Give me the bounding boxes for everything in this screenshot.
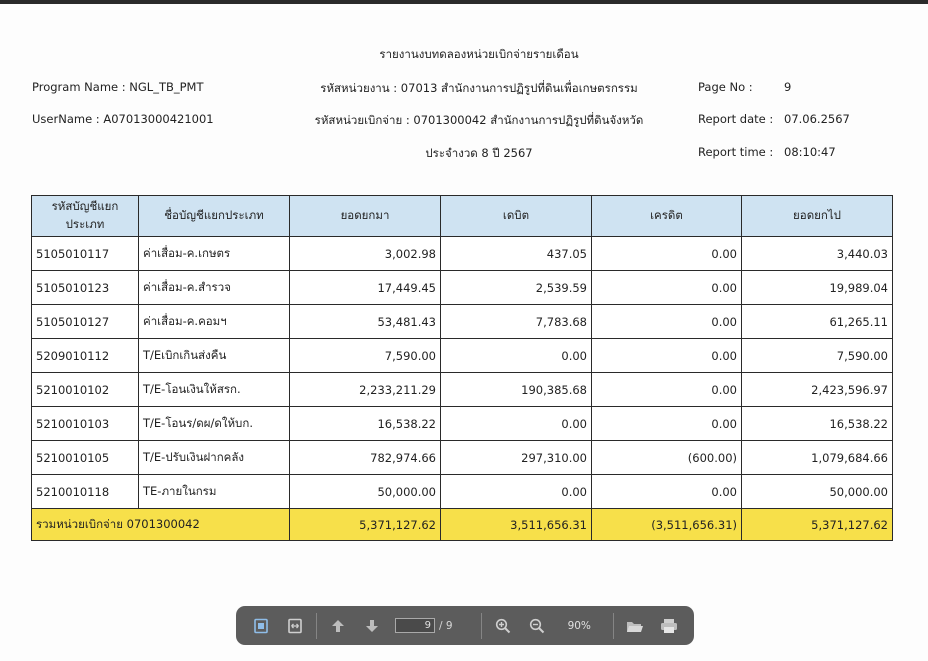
account-code: 5105010127: [32, 305, 139, 339]
table-row: [32, 475, 893, 509]
carried-forward: 7,590.00: [742, 339, 893, 373]
page-no-label: Page No :: [698, 80, 753, 94]
col-header-brought-forward: ยอดยกมา: [290, 196, 441, 237]
account-name: ค่าเสื่อม-ค.เกษตร: [139, 237, 290, 271]
account-name: T/E-ปรับเงินฝากคลัง: [139, 441, 290, 475]
account-name: T/Eเบิกเกินส่งคืน: [139, 339, 290, 373]
report-period: ประจำงวด 8 ปี 2567: [425, 146, 533, 160]
fit-width-button[interactable]: [284, 615, 306, 637]
zoom-level[interactable]: 90%: [567, 619, 591, 632]
carried-forward: 19,989.04: [742, 271, 893, 305]
fit-page-button[interactable]: [250, 615, 272, 637]
fit-width-icon: [287, 618, 303, 634]
account-name: ค่าเสื่อม-ค.สำรวจ: [139, 271, 290, 305]
debit: 190,385.68: [441, 373, 592, 407]
open-folder-icon: [626, 618, 644, 634]
zoom-out-icon: [529, 618, 545, 634]
table-row: [32, 237, 893, 271]
previous-page-button[interactable]: [327, 615, 349, 637]
table-total-row: [32, 509, 893, 541]
col-header-account-code: รหัสบัญชีแยกประเภท: [32, 196, 139, 237]
toolbar-divider: [613, 613, 614, 639]
page-total: / 9: [439, 619, 453, 632]
table-row: [32, 407, 893, 441]
credit: 0.00: [592, 475, 742, 509]
brought-forward: 53,481.43: [290, 305, 441, 339]
trial-balance-table: [31, 195, 893, 541]
user-name: UserName : A07013000421001: [32, 112, 214, 126]
col-header-carried-forward: ยอดยกไป: [742, 196, 893, 237]
col-header-debit: เดบิต: [441, 196, 592, 237]
print-button[interactable]: [658, 615, 680, 637]
brought-forward: 7,590.00: [290, 339, 441, 373]
carried-forward: 61,265.11: [742, 305, 893, 339]
credit: 0.00: [592, 407, 742, 441]
col-header-account-name: ชื่อบัญชีแยกประเภท: [139, 196, 290, 237]
total-debit: 3,511,656.31: [441, 509, 592, 541]
table-row: [32, 373, 893, 407]
brought-forward: 17,449.45: [290, 271, 441, 305]
col-header-credit: เครดิต: [592, 196, 742, 237]
brought-forward: 782,974.66: [290, 441, 441, 475]
credit: 0.00: [592, 339, 742, 373]
next-page-button[interactable]: [361, 615, 383, 637]
brought-forward: 3,002.98: [290, 237, 441, 271]
zoom-in-button[interactable]: [492, 615, 514, 637]
account-code: 5105010123: [32, 271, 139, 305]
debit: 7,783.68: [441, 305, 592, 339]
credit: 0.00: [592, 237, 742, 271]
debit: 0.00: [441, 339, 592, 373]
total-label: รวมหน่วยเบิกจ่าย 0701300042: [32, 509, 290, 541]
report-time-value: 08:10:47: [784, 145, 836, 159]
arrow-up-icon: [331, 619, 345, 633]
carried-forward: 50,000.00: [742, 475, 893, 509]
agency-code: รหัสหน่วยงาน : 07013 สำนักงานการปฏิรูปที่ดินเพื่อเกษตรกรรม: [320, 81, 638, 95]
carried-forward: 2,423,596.97: [742, 373, 893, 407]
table-row: [32, 271, 893, 305]
arrow-down-icon: [365, 619, 379, 633]
disbursement-unit: รหัสหน่วยเบิกจ่าย : 0701300042 สำนักงานการปฏิรูปที่ดินจังหวัด: [314, 113, 644, 127]
account-name: T/E-โอนร/ดผ/ดให้บก.: [139, 407, 290, 441]
account-code: 5210010118: [32, 475, 139, 509]
report-date-label: Report date :: [698, 112, 774, 126]
total-carried-forward: 5,371,127.62: [742, 509, 893, 541]
account-name: T/E-โอนเงินให้สรก.: [139, 373, 290, 407]
credit: 0.00: [592, 305, 742, 339]
report-date-value: 07.06.2567: [784, 112, 850, 126]
table-row: [32, 339, 893, 373]
total-credit: (3,511,656.31): [592, 509, 742, 541]
account-name: TE-ภายในกรม: [139, 475, 290, 509]
program-name: Program Name : NGL_TB_PMT: [32, 80, 204, 94]
account-name: ค่าเสื่อม-ค.คอมฯ: [139, 305, 290, 339]
account-code: 5210010103: [32, 407, 139, 441]
credit: 0.00: [592, 373, 742, 407]
open-file-button[interactable]: [624, 615, 646, 637]
brought-forward: 2,233,211.29: [290, 373, 441, 407]
debit: 437.05: [441, 237, 592, 271]
report-time-label: Report time :: [698, 145, 774, 159]
pdf-viewer-toolbar: [236, 606, 694, 645]
account-code: 5210010105: [32, 441, 139, 475]
zoom-in-icon: [495, 618, 511, 634]
account-code: 5105010117: [32, 237, 139, 271]
debit: 0.00: [441, 407, 592, 441]
brought-forward: 50,000.00: [290, 475, 441, 509]
print-icon: [660, 618, 678, 634]
zoom-out-button[interactable]: [526, 615, 548, 637]
credit: (600.00): [592, 441, 742, 475]
report-title: รายงานงบทดลองหน่วยเบิกจ่ายรายเดือน: [379, 47, 579, 61]
account-code: 5210010102: [32, 373, 139, 407]
carried-forward: 1,079,684.66: [742, 441, 893, 475]
total-brought-forward: 5,371,127.62: [290, 509, 441, 541]
fit-page-icon: [253, 618, 269, 634]
table-row: [32, 305, 893, 339]
account-code: 5209010112: [32, 339, 139, 373]
table-row: [32, 441, 893, 475]
page-no-value: 9: [784, 80, 792, 94]
toolbar-divider: [481, 613, 482, 639]
debit: 0.00: [441, 475, 592, 509]
debit: 2,539.59: [441, 271, 592, 305]
debit: 297,310.00: [441, 441, 592, 475]
brought-forward: 16,538.22: [290, 407, 441, 441]
page-number-input[interactable]: [395, 618, 435, 633]
credit: 0.00: [592, 271, 742, 305]
table-header-row: [32, 196, 893, 237]
toolbar-divider: [316, 613, 317, 639]
carried-forward: 3,440.03: [742, 237, 893, 271]
carried-forward: 16,538.22: [742, 407, 893, 441]
